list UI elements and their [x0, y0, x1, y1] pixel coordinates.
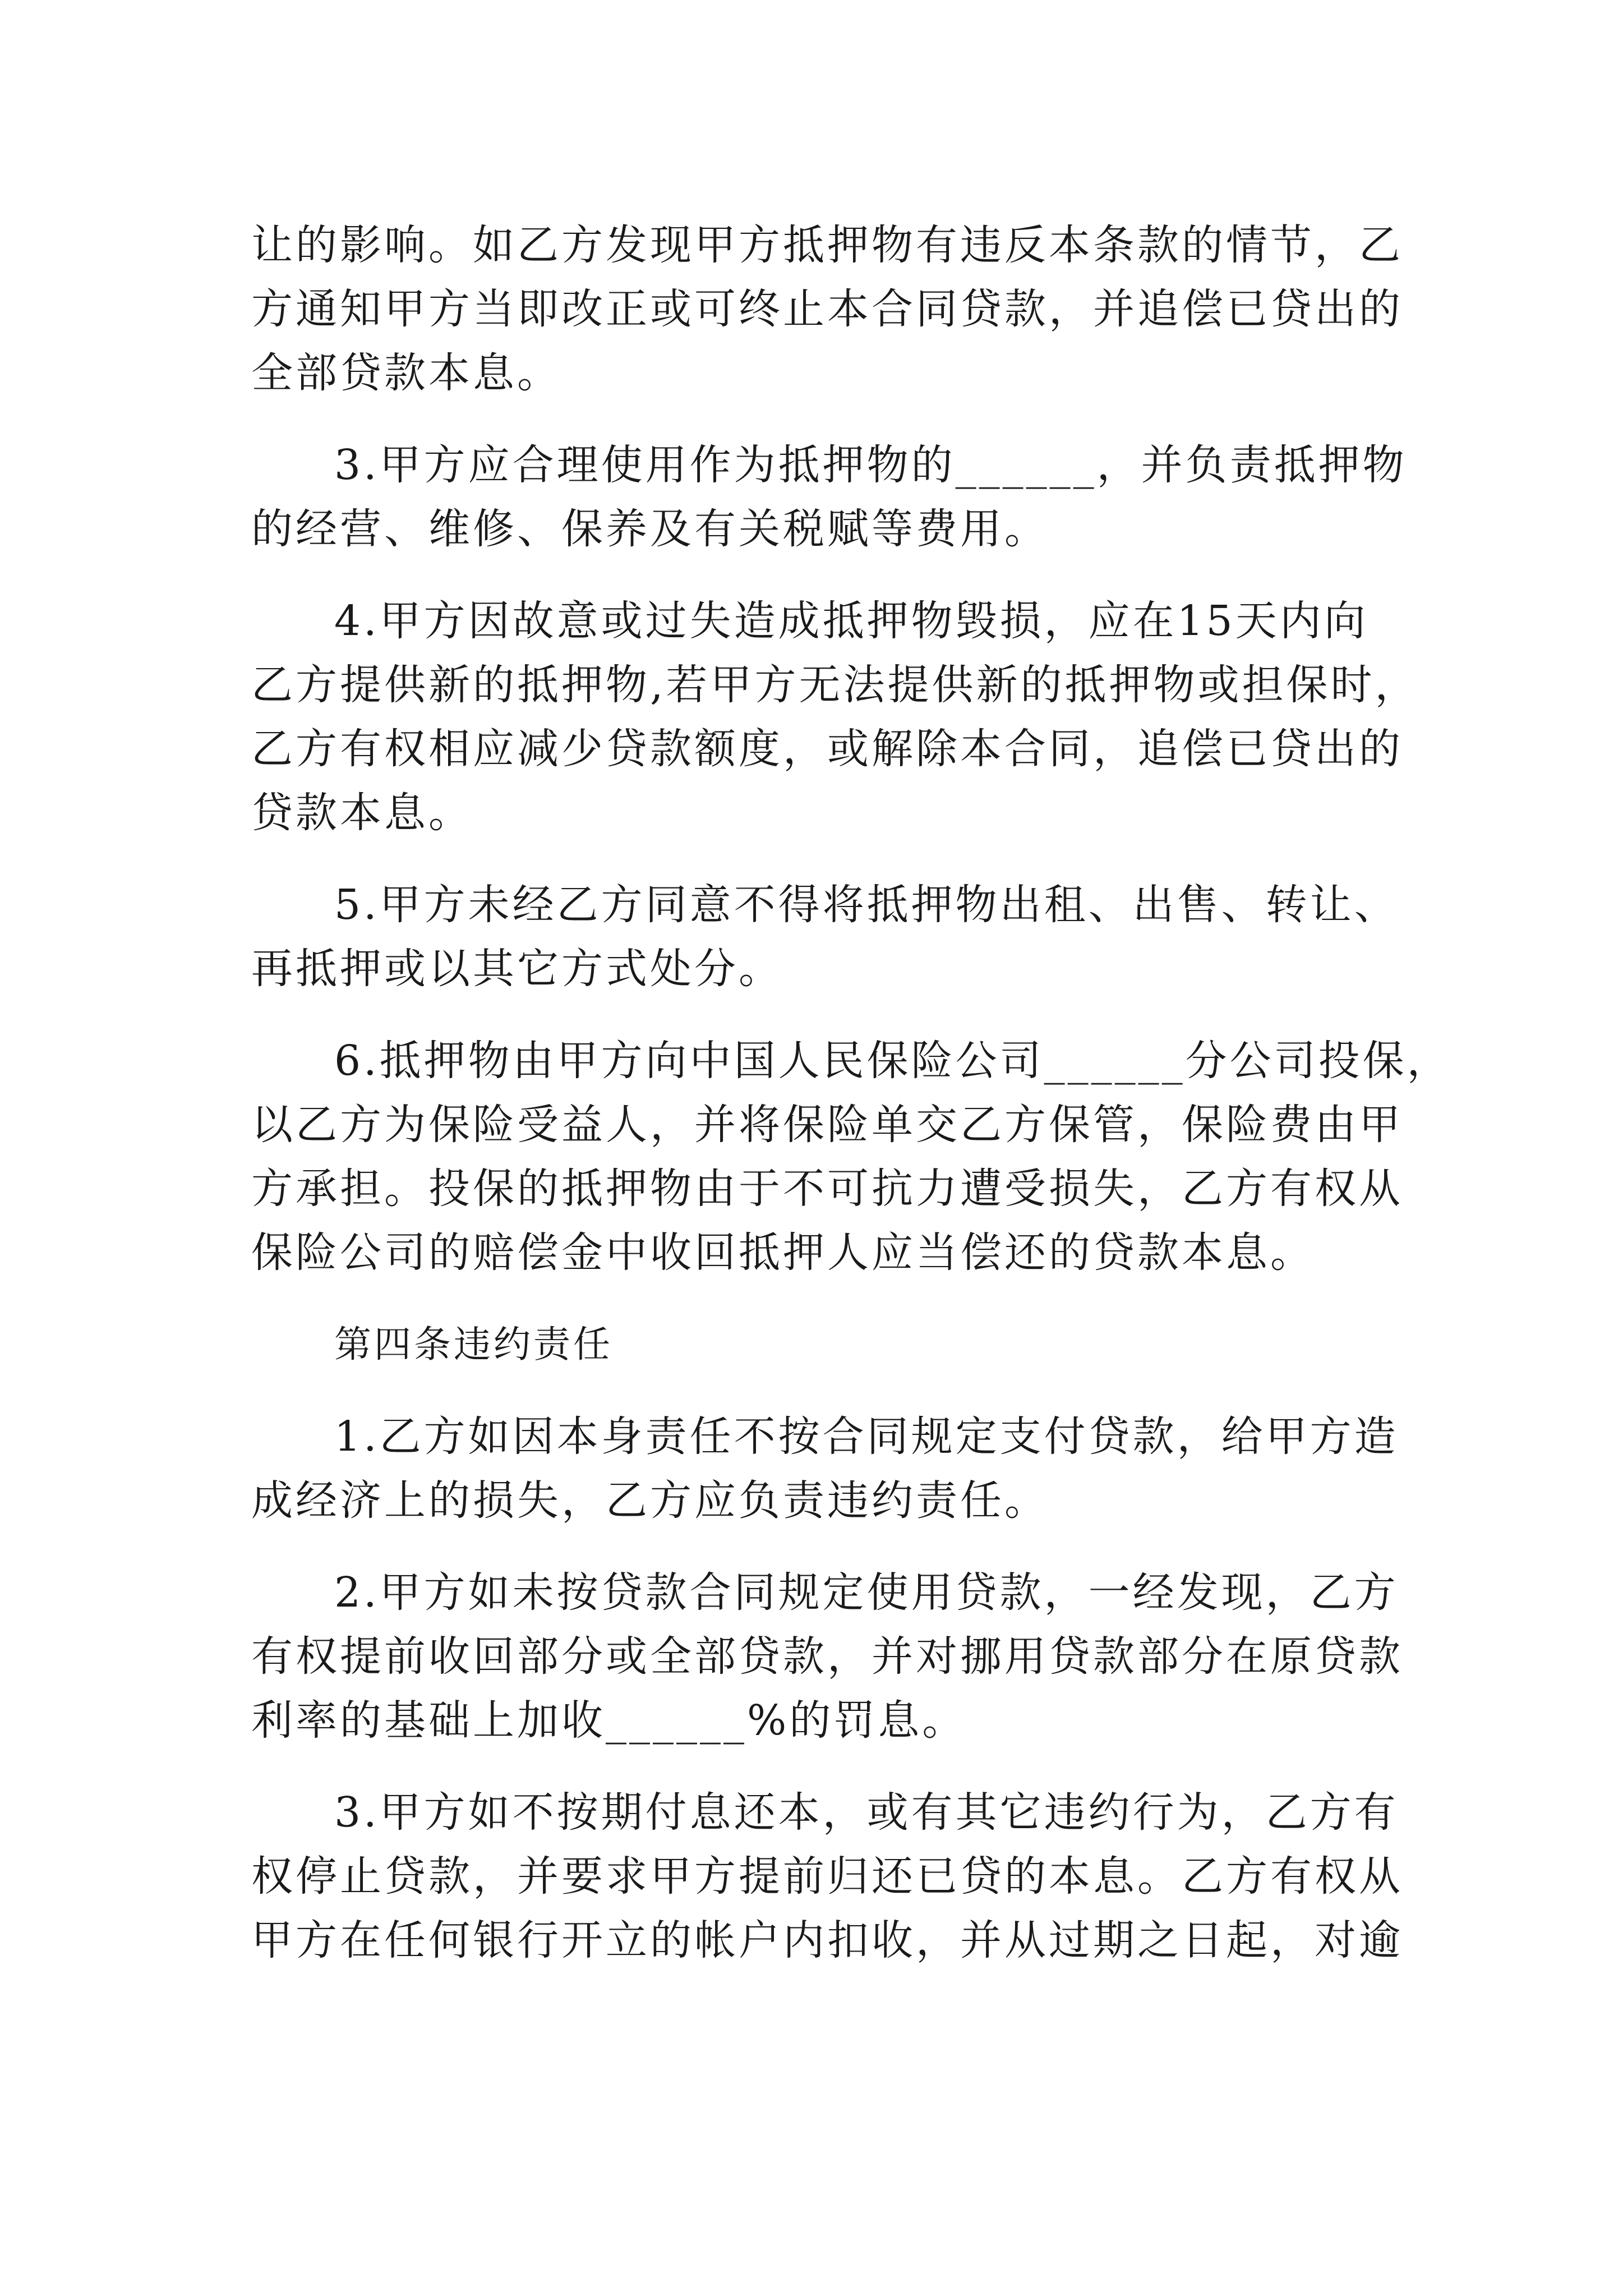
breach-2-line-1: 2.甲方如未按贷款合同规定使用贷款，一经发现，乙方	[334, 1568, 1399, 1617]
breach-3-line-3: 甲方在任何银行开立的帐户内扣收，并从过期之日起，对逾	[251, 1916, 1403, 1964]
clause-4-line-2: 乙方提供新的抵押物,若甲方无法提供新的抵押物或担保时，	[251, 661, 1419, 709]
clause-5-line-2: 再抵押或以其它方式处分。	[251, 945, 783, 993]
document-body	[251, 213, 1451, 1972]
breach-2-line-3: 利率的基础上加收______%的罚息。	[251, 1696, 967, 1745]
section-heading: 第四条违约责任	[334, 1323, 613, 1366]
clause-5-line-1: 5.甲方未经乙方同意不得将抵押物出租、出售、转让、	[334, 881, 1399, 929]
clause-6-line-3: 方承担。投保的抵押物由于不可抗力遭受损失，乙方有权从	[251, 1165, 1403, 1213]
text-line: 方通知甲方当即改正或可终止本合同贷款，并追偿已贷出的	[251, 285, 1403, 333]
clause-6-line-2: 以乙方为保险受益人，并将保险单交乙方保管，保险费由甲	[251, 1101, 1403, 1149]
breach-3-line-2: 权停止贷款，并要求甲方提前归还已贷的本息。乙方有权从	[251, 1852, 1403, 1901]
clause-4-line-4: 贷款本息。	[251, 789, 473, 837]
breach-2-line-2: 有权提前收回部分或全部贷款，并对挪用贷款部分在原贷款	[251, 1632, 1403, 1681]
clause-4-line-1: 4.甲方因故意或过失造成抵押物毁损，应在15天内向	[334, 597, 1368, 645]
text-line: 让的影响。如乙方发现甲方抵押物有违反本条款的情节，乙	[251, 221, 1403, 269]
clause-6-line-1: 6.抵押物由甲方向中国人民保险公司______分公司投保，	[334, 1037, 1451, 1085]
clause-3-line-1: 3.甲方应合理使用作为抵押物的______，并负责抵押物	[334, 441, 1407, 489]
clause-6-line-4: 保险公司的赔偿金中收回抵押人应当偿还的贷款本息。	[251, 1228, 1315, 1277]
breach-1-line-2: 成经济上的损失，乙方应负责违约责任。	[251, 1476, 1049, 1525]
breach-3-line-1: 3.甲方如不按期付息还本，或有其它违约行为，乙方有	[334, 1788, 1399, 1837]
breach-1-line-1: 1.乙方如因本身责任不按合同规定支付贷款，给甲方造	[334, 1412, 1399, 1461]
text-line: 全部贷款本息。	[251, 349, 561, 397]
clause-3-line-2: 的经营、维修、保养及有关税赋等费用。	[251, 505, 1049, 553]
clause-4-line-3: 乙方有权相应减少贷款额度，或解除本合同，追偿已贷出的	[251, 725, 1403, 773]
